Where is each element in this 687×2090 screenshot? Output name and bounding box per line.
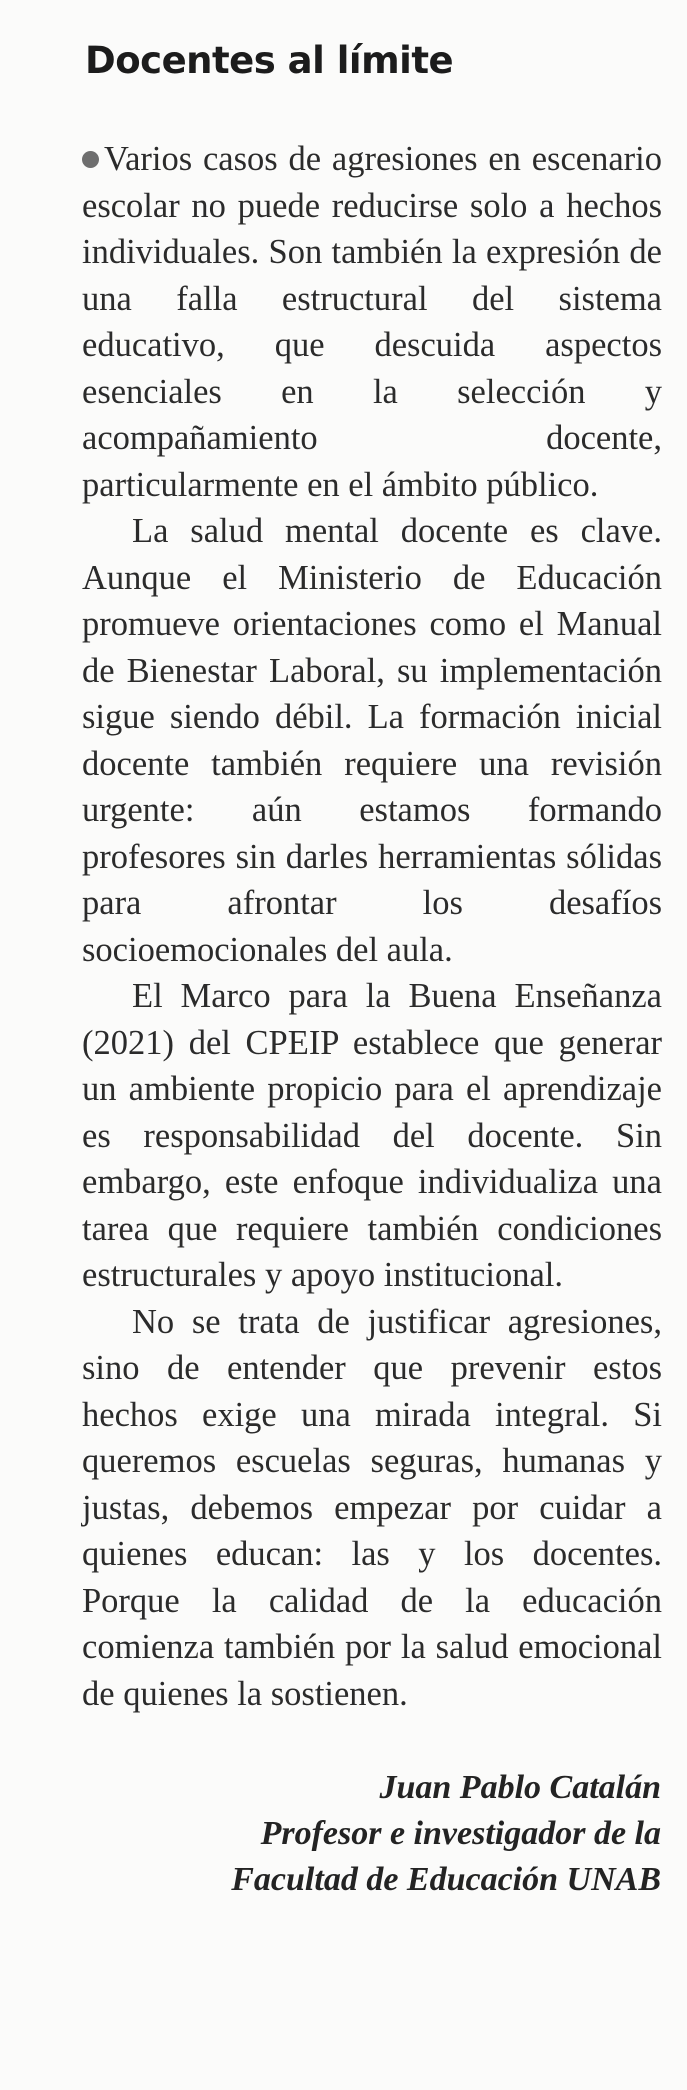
- author-signature: [231, 1765, 661, 1903]
- paragraph-4: No se trata de justificar agresiones, sino de entender que prevenir estos hechos exige una mirada integral. Si queremos escuelas seguras, humanas y justas, debemos empezar por cuidar a quienes educan: las y los docentes. Porque la calidad de la educación comienza también por la salud emocional de quienes la sostienen.: [82, 1302, 662, 1713]
- author-role: Profesor e investigador de la: [260, 1815, 661, 1852]
- paragraph-1: [82, 136, 662, 508]
- bullet-icon: [82, 151, 99, 168]
- article-title: Docentes al límite: [85, 39, 454, 82]
- paragraph-1-text: Varios casos de agresiones en escenario escolar no puede reducirse solo a hechos individuales. Son también la expresión de una falla estructural del sistema educativo, que descuida aspectos esenciales en la selección y acompañamiento docente, particularmente en el ámbito público.: [82, 140, 662, 504]
- author-name: Juan Pablo Catalán: [379, 1769, 661, 1806]
- paragraph-2: La salud mental docente es clave. Aunque el Ministerio de Educación promueve orientaciones como el Manual de Bienestar Laboral, su implementación sigue siendo débil. La formación inicial docente también requiere una revisión urgente: aún estamos formando profesores sin darles herramientas sólidas para afrontar los desafíos socioemocionales del aula.: [82, 512, 662, 969]
- author-institution: Facultad de Educación UNAB: [231, 1861, 661, 1898]
- paragraph-3: El Marco para la Buena Enseñanza (2021) del CPEIP establece que generar un ambiente propicio para el aprendizaje es responsabilidad del docente. Sin embargo, este enfoque individualiza una tarea que requiere también condiciones estructurales y apoyo institucional.: [82, 977, 662, 1294]
- article-body: [82, 136, 662, 1717]
